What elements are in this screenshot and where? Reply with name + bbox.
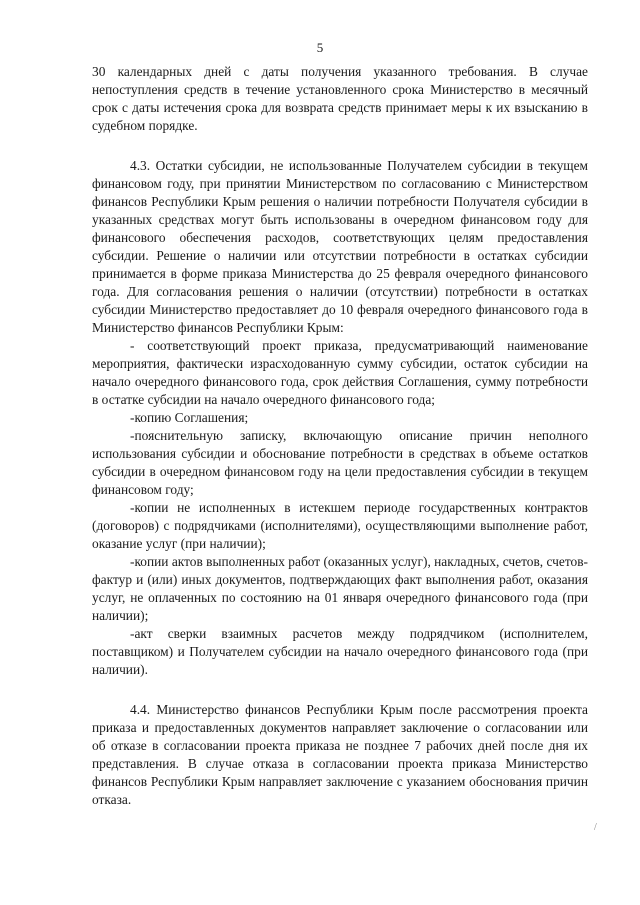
list-item-reconciliation-act: -акт сверки взаимных расчетов между подрядчиком (исполнителем, поставщиком) и Получателем субсидии на начало очередного финансового года (при наличии). <box>92 626 588 677</box>
list-item-explanatory-note: -пояснительную записку, включающую описание причин неполного использования субсидии и обоснование потребности в средствах в объеме остатков субсидии в очередном финансовом году на цели предоставления субсидии в текущем финансовом году; <box>92 428 588 497</box>
list-item-contract-copies: -копии не исполненных в истекшем периоде государственных контрактов (договоров) с подрядчиками (исполнителями), осуществляющими выполнение работ, оказание услуг (при наличии); <box>92 500 588 551</box>
paragraph-spacer <box>92 135 588 157</box>
list-item-acts-copies: -копии актов выполненных работ (оказанных услуг), накладных, счетов, счетов-фактур и (или) иных документов, подтверждающих факт выполнения работ, оказания услуг, не оплаченных по состоянию на 01 января очередного финансового года (при наличии); <box>92 554 588 623</box>
paragraph-section-4-3: 4.3. Остатки субсидии, не использованные Получателем субсидии в текущем финансовом году, при принятии Министерством по согласованию с Министерством финансов Республики Крым решения о наличии потребности Получателя субсидии в указанных средствах могут быть использованы в очередном финансовом году для финансового обеспечения расходов, соответствующих целям предоставления субсидии. Решение о наличии или отсутствии потребности в остатках субсидии принимается в форме приказа Министерства до 25 февраля очередного финансового года. Для согласования решения о наличии (отсутствии) потребности в остатках субсидии Министерство предоставляет до 10 февраля очередного финансового года в Министерство финансов Республики Крым: <box>92 158 588 335</box>
list-item-draft-order: - соответствующий проект приказа, предусматривающий наименование мероприятия, фактически израсходованную сумму субсидии, остаток субсидии на начало очередного финансового года, срок действия Соглашения, сумму потребности в остатке субсидии на начало очередного финансового года; <box>92 338 588 407</box>
paragraph-spacer <box>92 679 588 701</box>
paragraph-section-4-4: 4.4. Министерство финансов Республики Крым после рассмотрения проекта приказа и предоставленных документов направляет заключение о согласовании или об отказе в согласовании проекта приказа не позднее 7 рабочих дней после дня их представления. В случае отказа в согласовании проекта приказа Министерство финансов Республики Крым направляет заключение с указанием обоснования причин отказа. <box>92 702 588 807</box>
scan-speck: / <box>594 822 597 833</box>
list-item-agreement-copy: -копию Соглашения; <box>130 410 249 425</box>
page-number: 5 <box>316 40 324 55</box>
paragraph-continuation: 30 календарных дней с даты получения указанного требования. В случае непоступления средств в течение установленного срока Министерство в месячный срок с даты истечения срока для возврата средств принимает меры к их взысканию в судебном порядке. <box>92 64 588 133</box>
document-body <box>92 63 588 809</box>
